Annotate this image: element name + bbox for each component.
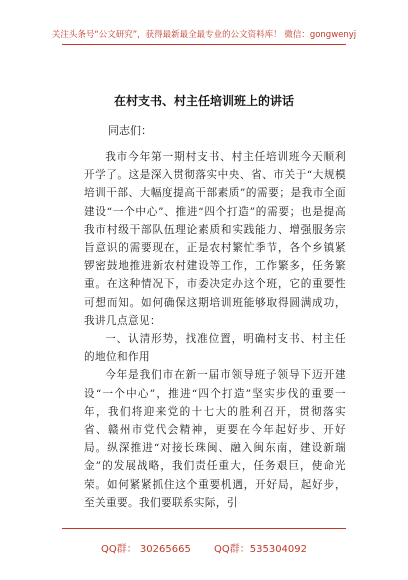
paragraph: 今年是我们市在新一届市领导班子领导下迈开建设“一个中心”，推进“四个打造”坚实步伐的重要一年，我们将迎来党的十七大的胜利召开，贯彻落实省、赣州市党代会精神，更要在今年起好步、开好局。纵深推进“对接长珠闽、融入闽东南，建设新瑞金”的发展战略，我们责任重大，任务艰巨，使命光荣。如何紧紧抓住这个重要机遇，开好局，起好步，至关重要。我们要联系实际，引 — [84, 369, 346, 509]
salutation: 同志们： — [108, 124, 152, 137]
document-title: 在村支书、村主任培训班上的讲话 — [113, 94, 294, 108]
footer-rule — [62, 528, 346, 529]
paragraph: 我市今年第一期村支书、村主任培训班今天顺利开学了。这是深入贯彻落实中央、省、市关于“大规模培训干部、大幅度提高干部素质”的需要；是我市全面建设“一个中心”、推进“四个打造”的需要；也是提高我市村级干部队伍理论素质和实践能力、增强服务宗旨意识的需要现在，正是农村繁忙季节，各个乡镇紧锣密鼓地推进新农村建设等工作，工作繁多，任务繁重。在这种情况下，市委决定办这个班，它的重要性可想而知。如何确保这期培训班能够取得圆满成功，我讲几点意见： — [84, 151, 346, 327]
section-heading: 一、认清形势，找准位置，明确村支书、村主任的地位和作用 — [84, 333, 346, 364]
footer-qq-group-1: QQ群： 30265665 — [100, 544, 191, 555]
footer — [0, 540, 408, 555]
footer-qq-group-2: QQ群：535304092 — [214, 544, 308, 555]
document-body — [84, 148, 346, 512]
header-rule — [62, 44, 346, 45]
header-promo-note: 关注头条号“公文研究”，获得最新最全最专业的公文资料库！ 微信：gongwenyj — [51, 30, 357, 40]
